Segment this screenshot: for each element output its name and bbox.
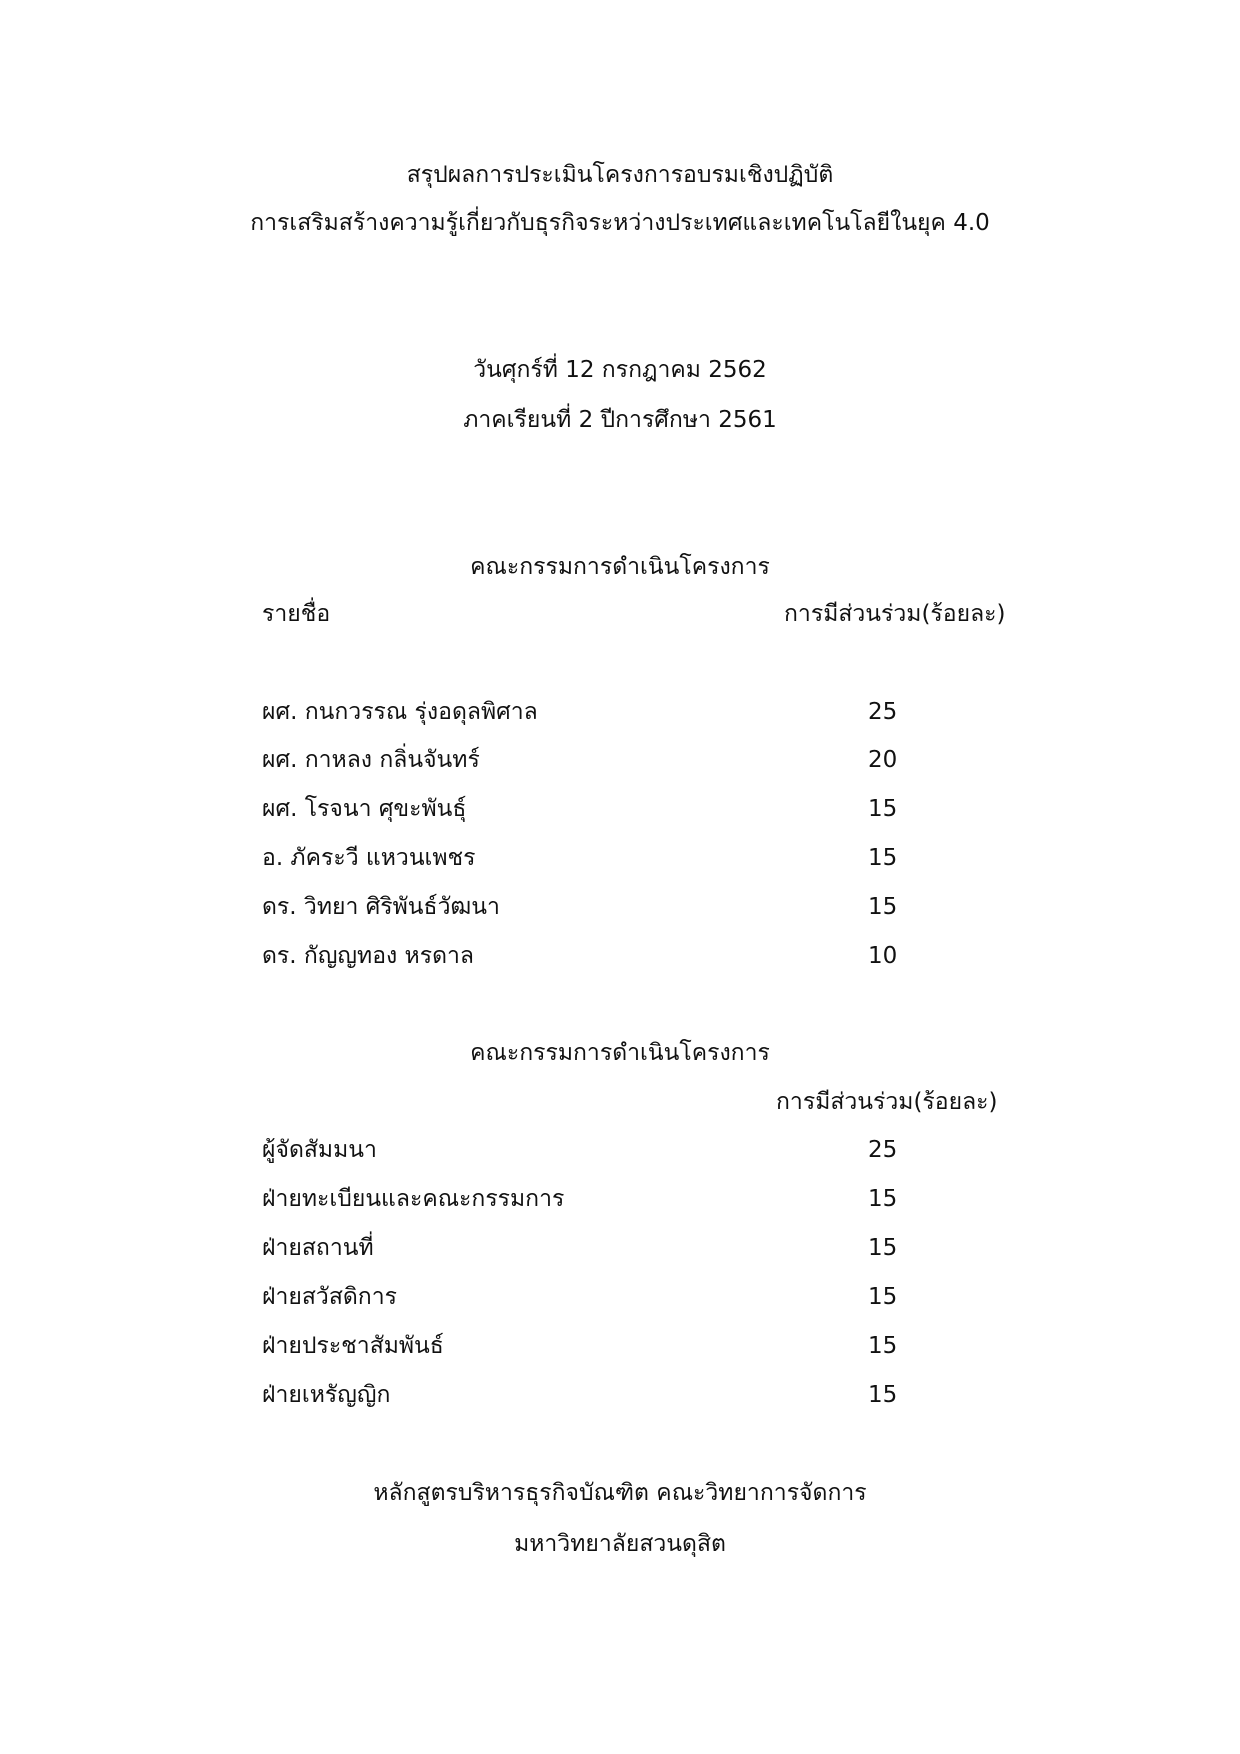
university-name: มหาวิทยาลัยสวนดุสิต [514,1531,726,1557]
participation-value: 15 [868,1333,898,1359]
event-date: วันศุกร์ที่ 12 กรกฎาคม 2562 [473,357,767,383]
document-title-line1: สรุปผลการประเมินโครงการอบรมเชิงปฏิบัติ [406,162,834,188]
section1-name-column-header: รายชื่อ [262,601,331,627]
department-name: ฝ่ายทะเบียนและคณะกรรมการ [262,1186,565,1212]
participation-value: 15 [868,1284,898,1310]
member-name: ผศ. โรจนา ศุขะพันธุ์ [262,796,467,822]
section1-heading: คณะกรรมการดำเนินโครงการ [470,554,770,580]
department-name: ผู้จัดสัมมนา [262,1137,377,1163]
member-name: ดร. กัญญทอง หรดาล [262,943,475,969]
participation-value: 25 [868,699,898,725]
member-name: ผศ. กนกวรรณ รุ่งอดุลพิศาล [262,699,538,725]
department-name: ฝ่ายสถานที่ [262,1235,374,1261]
participation-value: 15 [868,1186,898,1212]
participation-value: 15 [868,796,898,822]
participation-value: 15 [868,894,898,920]
member-name: อ. ภัคระวี แหวนเพชร [262,845,476,871]
section2-value-column-header: การมีส่วนร่วม(ร้อยละ) [776,1089,998,1115]
participation-value: 10 [868,943,898,969]
section1-value-column-header: การมีส่วนร่วม(ร้อยละ) [784,601,1006,627]
participation-value: 20 [868,747,898,773]
department-name: ฝ่ายสวัสดิการ [262,1284,397,1310]
participation-value: 15 [868,845,898,871]
section2-heading: คณะกรรมการดำเนินโครงการ [470,1040,770,1066]
participation-value: 15 [868,1235,898,1261]
member-name: ผศ. กาหลง กลิ่นจันทร์ [262,747,480,773]
participation-value: 15 [868,1382,898,1408]
department-name: ฝ่ายประชาสัมพันธ์ [262,1333,444,1359]
department-name: ฝ่ายเหรัญญิก [262,1382,391,1408]
semester-info: ภาคเรียนที่ 2 ปีการศึกษา 2561 [463,407,777,433]
program-faculty: หลักสูตรบริหารธุรกิจบัณฑิต คณะวิทยาการจัดการ [373,1480,867,1506]
document-title-line2: การเสริมสร้างความรู้เกี่ยวกับธุรกิจระหว่างประเทศและเทคโนโลยีในยุค 4.0 [250,210,990,236]
member-name: ดร. วิทยา ศิริพันธ์วัฒนา [262,894,500,920]
participation-value: 25 [868,1137,898,1163]
